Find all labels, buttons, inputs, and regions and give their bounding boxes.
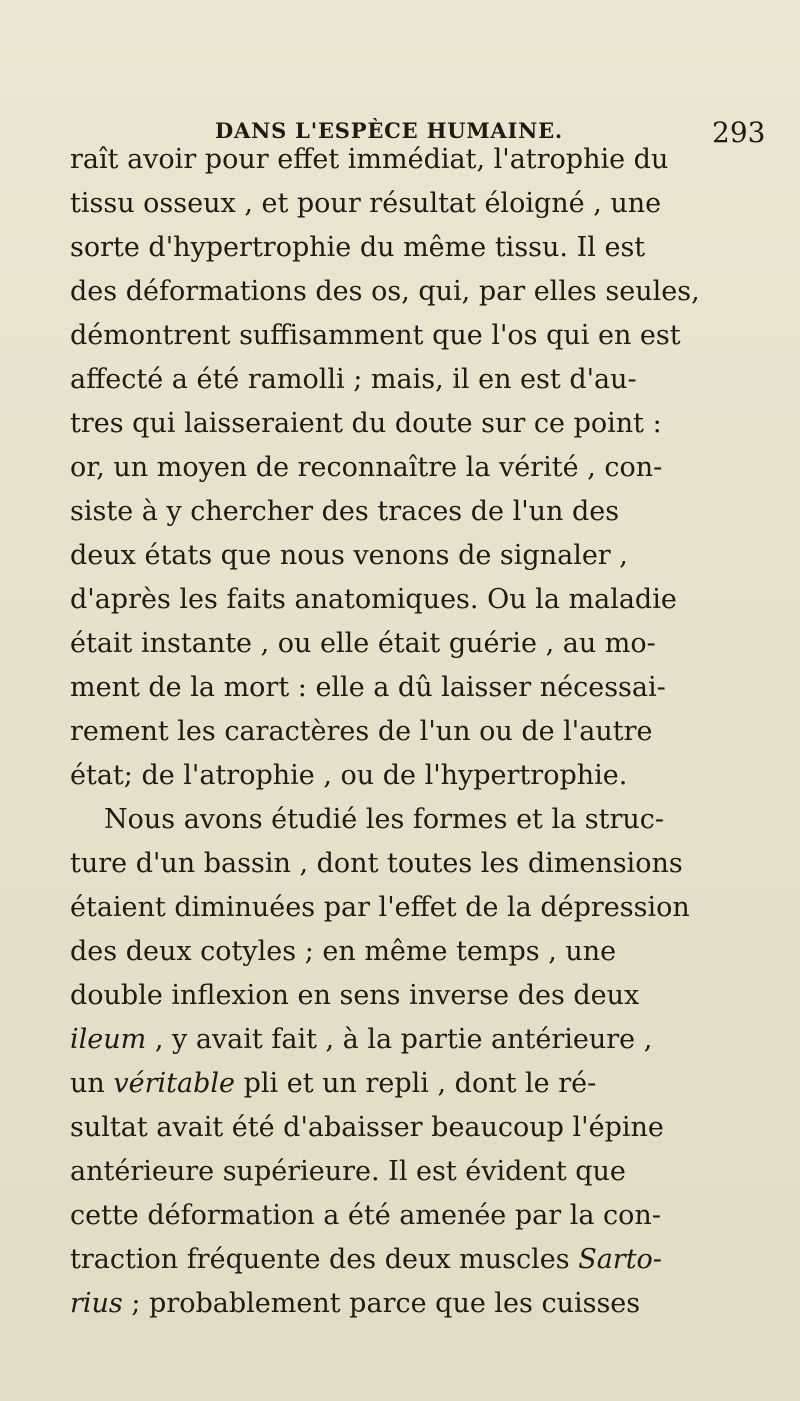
text-line: d'après les faits anatomiques. Ou la maladie xyxy=(70,584,677,615)
text-line: des déformations des os, qui, par elles seules, xyxy=(70,276,700,307)
italic-word: ileum xyxy=(70,1024,147,1055)
text-line: démontrent suffisamment que l'os qui en est xyxy=(70,320,681,351)
text-line: ture d'un bassin , dont toutes les dimensions xyxy=(70,848,683,879)
text-line: or, un moyen de reconnaître la vérité , con- xyxy=(70,452,663,483)
line-text: ; probablement parce que les cuisses xyxy=(122,1288,641,1319)
italic-word: Sarto- xyxy=(578,1244,662,1275)
text-line: des deux cotyles ; en même temps , une xyxy=(70,936,617,967)
running-header: DANS L'ESPÈCE HUMAINE. xyxy=(215,118,564,143)
text-line xyxy=(70,1018,652,1062)
text-line: antérieure supérieure. Il est évident que xyxy=(70,1156,626,1187)
page-number: 293 xyxy=(712,116,766,149)
italic-word: rius xyxy=(70,1288,123,1319)
text-line: sorte d'hypertrophie du même tissu. Il est xyxy=(70,232,646,263)
text-line: rement les caractères de l'un ou de l'autre xyxy=(70,716,653,747)
text-line xyxy=(70,1238,662,1282)
text-line xyxy=(70,1062,596,1106)
line-text: , y avait fait , à la partie antérieure , xyxy=(146,1024,653,1055)
text-line: ment de la mort : elle a dû laisser nécessai- xyxy=(70,672,666,703)
italic-word: véritable xyxy=(113,1068,235,1099)
text-line: sultat avait été d'abaisser beaucoup l'épine xyxy=(70,1112,664,1143)
text-line: affecté a été ramolli ; mais, il en est d'au- xyxy=(70,364,637,395)
text-line: tissu osseux , et pour résultat éloigné , une xyxy=(70,188,662,219)
text-line: double inflexion en sens inverse des deux xyxy=(70,980,640,1011)
text-line: état; de l'atrophie , ou de l'hypertrophie. xyxy=(70,760,628,791)
text-line: raît avoir pour effet immédiat, l'atrophie du xyxy=(70,144,669,175)
text-line xyxy=(70,1282,640,1326)
text-line: cette déformation a été amenée par la con- xyxy=(70,1200,661,1231)
line-text: traction fréquente des deux muscles xyxy=(70,1244,579,1275)
text-line: était instante , ou elle était guérie , au mo- xyxy=(70,628,656,659)
text-line: étaient diminuées par l'effet de la dépression xyxy=(70,892,690,923)
line-text: pli et un repli , dont le ré- xyxy=(235,1068,597,1099)
text-line: siste à y chercher des traces de l'un des xyxy=(70,496,620,527)
text-line-paragraph-start: Nous avons étudié les formes et la struc- xyxy=(104,804,665,835)
text-line: tres qui laisseraient du doute sur ce point : xyxy=(70,408,662,439)
text-line: deux états que nous venons de signaler , xyxy=(70,540,628,571)
line-text: un xyxy=(70,1068,114,1099)
